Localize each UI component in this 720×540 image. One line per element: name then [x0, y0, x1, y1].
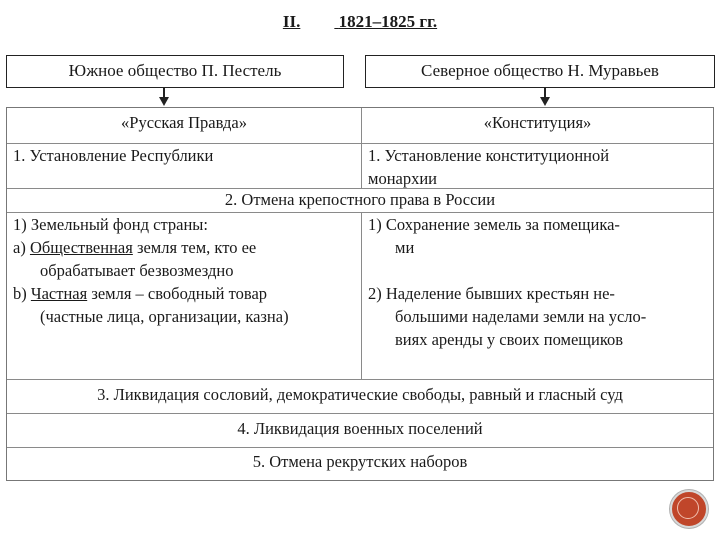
item-b-marker: b)	[13, 284, 31, 303]
north-land-p2-line-2: большими наделами земли на усло-	[395, 307, 647, 326]
south-government-text: 1. Установление Республики	[13, 146, 214, 165]
north-land-p2-line-3: виях аренды у своих помещиков	[395, 330, 624, 349]
south-public-land-line-1	[13, 236, 355, 259]
south-arrow-down-icon	[159, 97, 169, 106]
north-land-p2-line-1: 2) Наделение бывших крестьян не-	[368, 284, 615, 303]
estates-abolition-row: 3. Ликвидация сословий, демократические свободы, равный и гласный суд	[7, 380, 713, 414]
north-land-question	[362, 213, 713, 380]
south-land-question	[7, 213, 361, 380]
south-government-form	[7, 144, 361, 189]
serfdom-abolition-row: 2. Отмена крепостного права в России	[7, 189, 713, 213]
south-document-name: «Русская Правда»	[7, 108, 361, 144]
private-land-term: Частная	[30, 284, 88, 303]
north-government-form	[362, 144, 713, 189]
north-government-line-1: 1. Установление конституционной	[368, 146, 610, 165]
recruitment-row: 5. Отмена рекрутских наборов	[252, 452, 468, 471]
military-settlements-row: 4. Ликвидация военных поселений	[7, 414, 713, 448]
south-public-land-line-2: обрабатывает безвозмездно	[40, 261, 234, 280]
public-land-term: Общественная	[29, 238, 133, 257]
north-government-line-2: монархии	[368, 169, 438, 188]
north-arrow-down-icon	[540, 97, 550, 106]
comparison-table	[6, 107, 714, 481]
north-land-spacer	[368, 259, 707, 282]
public-land-rest: земля тем, кто ее	[132, 238, 257, 257]
north-document-name: «Конституция»	[362, 108, 713, 144]
north-land-p1-line-1: 1) Сохранение земель за помещика-	[368, 215, 620, 234]
south-private-land-line-1	[13, 282, 355, 305]
slide-nav-button[interactable]	[670, 490, 708, 528]
section-number: II.	[282, 12, 301, 31]
year-range: 1821–1825 гг.	[338, 12, 438, 31]
south-land-fund: 1) Земельный фонд страны:	[13, 215, 208, 234]
south-private-land-line-2: (частные лица, организации, казна)	[40, 307, 289, 326]
south-society-box: Южное общество П. Пестель	[6, 55, 344, 88]
slide-title	[0, 12, 720, 32]
item-a-marker: a)	[13, 238, 30, 257]
north-land-p1-line-2: ми	[395, 238, 415, 257]
private-land-rest: земля – свободный товар	[87, 284, 268, 303]
north-society-box: Северное общество Н. Муравьев	[365, 55, 715, 88]
